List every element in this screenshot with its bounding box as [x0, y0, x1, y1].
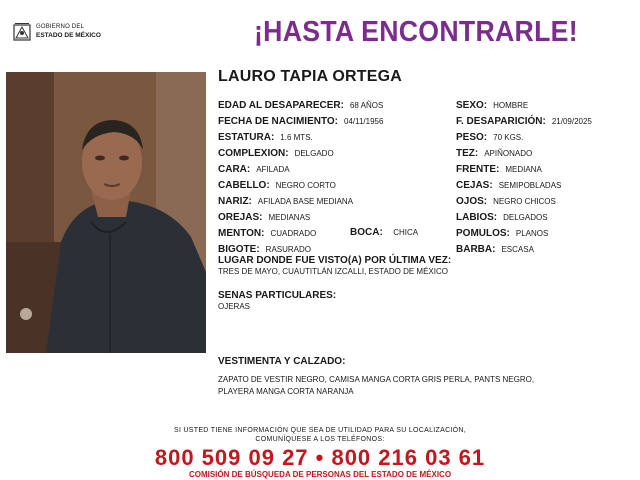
field-value: MEDIANA	[505, 165, 542, 174]
marks-label: SENAS PARTICULARES:	[218, 290, 337, 301]
field-value: AFILADA	[256, 165, 290, 174]
field-boca	[350, 222, 418, 240]
field-value: RASURADO	[265, 245, 312, 254]
field-label: F. DESAPARICIÓN:	[456, 116, 546, 127]
field-label: TEZ:	[456, 148, 479, 159]
field-value: APIÑONADO	[484, 149, 533, 158]
state-crest-icon	[12, 22, 32, 42]
info-line2: COMUNÍQUESE A LOS TELÉFONOS:	[255, 436, 385, 443]
headline: ¡HASTA ENCONTRARLE!	[254, 16, 578, 48]
field-value: AFILADA BASE MEDIANA	[257, 197, 354, 206]
field-row	[456, 239, 534, 257]
gov-line1: GOBIERNO DEL	[36, 24, 85, 30]
field-label: SEXO:	[456, 100, 488, 111]
phone-numbers[interactable]: 800 509 09 27 • 800 216 03 61	[154, 445, 486, 470]
field-value: CUADRADO	[270, 229, 317, 238]
field-value: DELGADO	[294, 149, 334, 158]
field-value: NEGRO CHICOS	[493, 197, 556, 206]
field-label: BIGOTE:	[218, 244, 260, 255]
field-value: DELGADOS	[503, 213, 548, 222]
last-seen-value: TRES DE MAYO, CUAUTITLÁN IZCALLI, ESTADO DE MÉXICO	[218, 267, 448, 276]
field-label: EDAD AL DESAPARECER:	[218, 100, 344, 111]
field-value: CHICA	[393, 228, 419, 237]
field-label: CABELLO:	[218, 180, 270, 191]
field-value: NEGRO CORTO	[275, 181, 336, 190]
field-label: MENTON:	[218, 228, 265, 239]
field-label: ESTATURA:	[218, 132, 275, 143]
field-label: LABIOS:	[456, 212, 498, 223]
clothing-label: VESTIMENTA Y CALZADO:	[218, 356, 346, 367]
clothing-line2: PLAYERA MANGA CORTA NARANJA	[218, 387, 354, 396]
marks-value: OJERAS	[218, 302, 251, 311]
field-label: COMPLEXION:	[218, 148, 289, 159]
missing-person-photo	[6, 72, 206, 353]
field-value: 68 AÑOS	[349, 101, 384, 110]
field-value: SEMIPOBLADAS	[498, 181, 562, 190]
government-logo	[12, 22, 122, 44]
field-label: BARBA:	[456, 244, 496, 255]
field-label: PESO:	[456, 132, 488, 143]
field-label: OREJAS:	[218, 212, 263, 223]
field-value: 70 KGS.	[493, 133, 524, 142]
field-label: FECHA DE NACIMIENTO:	[218, 116, 338, 127]
commission-name: COMISIÓN DE BÚSQUEDA DE PERSONAS DEL ESTADO DE MÉXICO	[188, 470, 452, 479]
field-label: OJOS:	[456, 196, 488, 207]
field-label: POMULOS:	[456, 228, 510, 239]
field-label: CARA:	[218, 164, 251, 175]
field-value: 1.6 MTS.	[280, 133, 313, 142]
field-label: NARIZ:	[218, 196, 252, 207]
clothing-line1: ZAPATO DE VESTIR NEGRO, CAMISA MANGA CORTA GRIS PERLA, PANTS NEGRO,	[218, 375, 535, 384]
field-value: MEDIANAS	[268, 213, 311, 222]
field-value: 21/09/2025	[551, 117, 592, 126]
person-name: LAURO TAPIA ORTEGA	[218, 68, 403, 85]
gov-line2: ESTADO DE MÉXICO	[36, 32, 101, 39]
field-value: ESCASA	[501, 245, 534, 254]
field-label: FRENTE:	[456, 164, 500, 175]
field-value: HOMBRE	[493, 101, 529, 110]
last-seen-label: LUGAR DONDE FUE VISTO(A) POR ÚLTIMA VEZ:	[218, 255, 452, 266]
field-value: PLANOS	[515, 229, 549, 238]
info-line1: SI USTED TIENE INFORMACIÓN QUE SEA DE UTILIDAD PARA SU LOCALIZACIÓN,	[173, 427, 467, 434]
field-label: BOCA:	[350, 227, 383, 238]
field-label: CEJAS:	[456, 180, 493, 191]
field-value: 04/11/1956	[344, 117, 384, 126]
